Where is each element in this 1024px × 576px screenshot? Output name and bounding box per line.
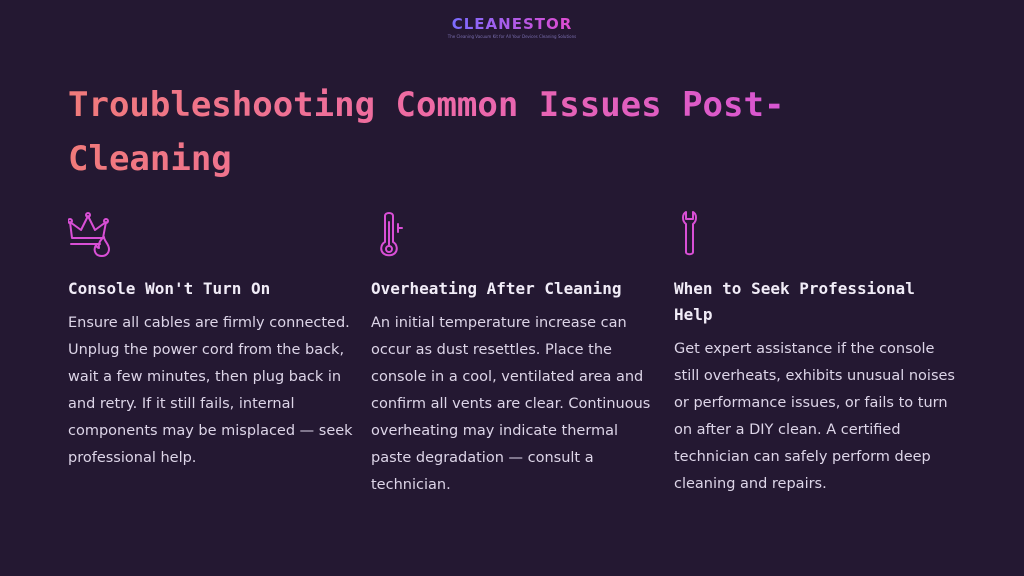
issue-card-seek-professional-help (674, 208, 959, 498)
brand-logo (0, 14, 1024, 40)
issue-heading: Overheating After Cleaning (371, 279, 622, 298)
issue-heading: When to Seek Professional Help (674, 279, 915, 324)
wrench-icon (674, 208, 726, 260)
brand-tagline: The Cleaning Vacuum Kit for All Your Devices Cleaning Solutions (447, 34, 577, 39)
issue-body: An initial temperature increase can occur as dust resettles. Place the console in a cool, ventilated area and confirm all vents are clear. Continuous overheating may indicate thermal paste degradation — consult a technician. (371, 315, 651, 493)
thermometer-icon (371, 208, 423, 260)
issue-body: Get expert assistance if the console still overheats, exhibits unusual noises or performance issues, or fails to turn on after a DIY clean. A certified technician can safely perform deep cleaning and repairs. (674, 341, 955, 492)
page-title: Troubleshooting Common Issues Post-Cleaning (68, 78, 888, 186)
issue-card-overheating (371, 208, 656, 499)
issue-heading: Console Won't Turn On (68, 279, 271, 298)
issue-card-console-wont-turn-on (68, 208, 353, 472)
crown-fire-icon (68, 208, 120, 260)
issue-body: Ensure all cables are firmly connected. Unplug the power cord from the back, wait a few minutes, then plug back in and retry. If it still fails, internal components may be misplaced — seek professional help. (68, 315, 353, 466)
brand-name: CLEANESTOR (451, 15, 573, 33)
